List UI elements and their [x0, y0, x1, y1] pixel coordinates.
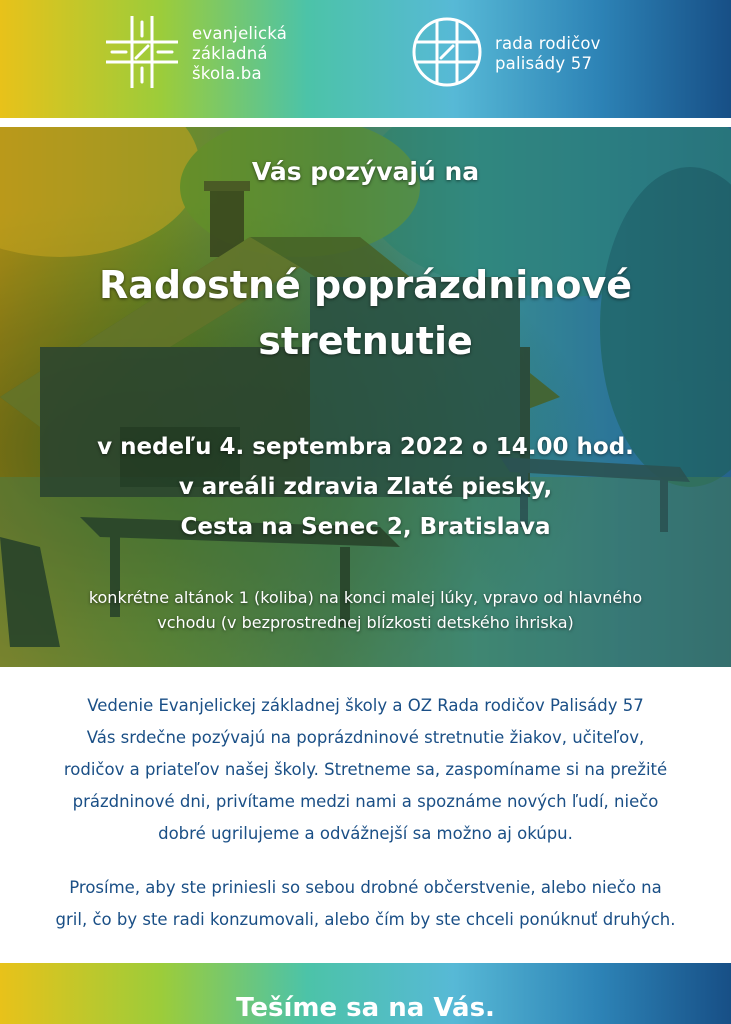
paragraph-line: Prosíme, aby ste priniesli so sebou drobné občerstvenie, alebo niečo na: [69, 878, 662, 897]
event-venue: v areáli zdravia Zlaté piesky,: [178, 474, 553, 500]
school-logo-line: evanjelická: [192, 24, 288, 43]
event-title-line: stretnutie: [258, 319, 473, 363]
event-title: [0, 257, 731, 369]
event-date-time: v nedeľu 4. septembra 2022 o 14.00 hod.: [97, 434, 634, 460]
event-title-line: Radostné poprázdninové: [98, 263, 633, 307]
school-logo: [106, 16, 287, 92]
closing-message: Tešíme sa na Vás.: [236, 993, 495, 1023]
school-logo-line: základná: [192, 44, 268, 63]
invitation-intro: Vás pozývajú na: [251, 157, 480, 186]
event-details: [0, 427, 731, 547]
school-logo-text: [192, 24, 287, 84]
request-paragraph: [0, 872, 731, 936]
top-banner: [0, 0, 731, 118]
paragraph-line: rodičov a priateľov našej školy. Stretneme sa, zaspomíname si na prežité: [63, 760, 668, 779]
paragraph-line: gril, čo by ste radi konzumovali, alebo čím by ste chceli ponúknuť druhých.: [55, 910, 676, 929]
picnic-shelter-photo: [0, 127, 731, 667]
parents-council-logo: [411, 16, 601, 92]
location-note: [0, 585, 731, 635]
parents-logo-line: rada rodičov: [495, 34, 601, 53]
paragraph-line: prázdninové dni, privítame medzi nami a spoznáme nových ľudí, niečo: [72, 792, 659, 811]
paragraph-line: Vedenie Evanjelickej základnej školy a OZ Rada rodičov Palisády 57: [87, 696, 644, 715]
location-note-line: konkrétne altánok 1 (koliba) na konci malej lúky, vpravo od hlavného: [88, 588, 643, 607]
paragraph-line: dobré ugrilujeme a odvážnejší sa možno aj okúpu.: [158, 824, 573, 843]
event-address: Cesta na Senec 2, Bratislava: [180, 514, 551, 540]
parents-logo-line: palisády 57: [495, 54, 593, 73]
circle-grid-logo-icon: [411, 16, 483, 92]
location-note-line: vchodu (v bezprostrednej blízkosti detského ihriska): [157, 613, 574, 632]
paragraph-line: Vás srdečne pozývajú na poprázdninové stretnutie žiakov, učiteľov,: [86, 728, 645, 747]
cross-grid-logo-icon: [106, 16, 178, 92]
school-logo-line: škola.ba: [192, 64, 262, 83]
invitation-paragraph: [0, 690, 731, 850]
parents-logo-text: [495, 34, 601, 74]
bottom-banner: [0, 963, 731, 1024]
